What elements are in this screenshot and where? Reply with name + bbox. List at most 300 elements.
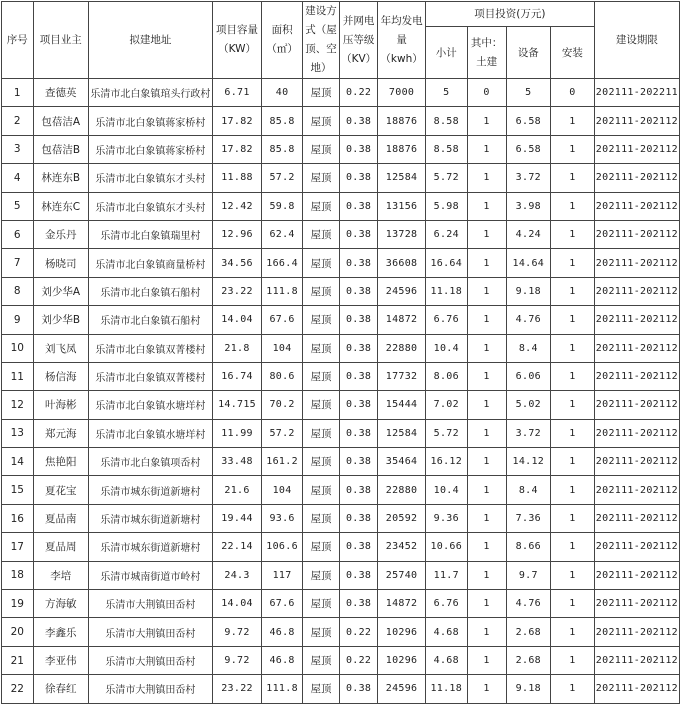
- cell-capacity: 23.22: [212, 277, 261, 305]
- cell-area: 111.8: [262, 675, 303, 703]
- cell-area: 104: [262, 334, 303, 362]
- table-row: [2, 192, 680, 220]
- cell-period: 202111-202112: [594, 164, 679, 192]
- cell-grid-voltage: 0.38: [340, 362, 378, 390]
- cell-method: 屋顶: [302, 362, 339, 390]
- cell-install: 1: [551, 192, 595, 220]
- cell-subtotal: 10.66: [426, 533, 468, 561]
- cell-annual-generation: 24596: [378, 277, 426, 305]
- cell-address: 乐清市大荆镇田岙村: [88, 646, 212, 674]
- cell-method: 屋顶: [302, 533, 339, 561]
- cell-install: 1: [551, 533, 595, 561]
- header-grid-voltage: 并网电压等级（KV）: [340, 2, 378, 79]
- cell-annual-generation: 10296: [378, 618, 426, 646]
- cell-grid-voltage: 0.22: [340, 618, 378, 646]
- cell-period: 202111-202112: [594, 448, 679, 476]
- cell-civil: 1: [467, 533, 506, 561]
- cell-owner: 林连东C: [33, 192, 88, 220]
- cell-owner: 杨信海: [33, 362, 88, 390]
- cell-capacity: 23.22: [212, 675, 261, 703]
- cell-capacity: 14.04: [212, 590, 261, 618]
- table-row: [2, 79, 680, 107]
- cell-address: 乐清市北白象镇瑞里村: [88, 220, 212, 248]
- cell-period: 202111-202112: [594, 135, 679, 163]
- cell-owner: 金乐丹: [33, 220, 88, 248]
- cell-equipment: 2.68: [506, 618, 550, 646]
- cell-annual-generation: 13156: [378, 192, 426, 220]
- cell-period: 202111-202211: [594, 79, 679, 107]
- cell-period: 202111-202112: [594, 675, 679, 703]
- cell-address: 乐清市城东街道新塘村: [88, 504, 212, 532]
- cell-subtotal: 5: [426, 79, 468, 107]
- cell-install: 1: [551, 391, 595, 419]
- table-row: [2, 306, 680, 334]
- table-row: [2, 249, 680, 277]
- cell-grid-voltage: 0.38: [340, 249, 378, 277]
- cell-grid-voltage: 0.38: [340, 306, 378, 334]
- cell-address: 乐清市北白象镇蒋家桥村: [88, 107, 212, 135]
- cell-owner: 刘少华A: [33, 277, 88, 305]
- cell-seq: 15: [2, 476, 34, 504]
- cell-install: 1: [551, 476, 595, 504]
- cell-civil: 1: [467, 646, 506, 674]
- cell-owner: 林连东B: [33, 164, 88, 192]
- cell-civil: 1: [467, 561, 506, 589]
- table-row: [2, 135, 680, 163]
- cell-seq: 10: [2, 334, 34, 362]
- cell-equipment: 8.4: [506, 476, 550, 504]
- cell-annual-generation: 22880: [378, 476, 426, 504]
- cell-civil: 1: [467, 164, 506, 192]
- cell-area: 40: [262, 79, 303, 107]
- cell-method: 屋顶: [302, 334, 339, 362]
- cell-equipment: 8.66: [506, 533, 550, 561]
- cell-seq: 7: [2, 249, 34, 277]
- header-seq: 序号: [2, 2, 34, 79]
- cell-capacity: 17.82: [212, 107, 261, 135]
- header-equipment: 设备: [506, 27, 550, 79]
- cell-seq: 12: [2, 391, 34, 419]
- cell-annual-generation: 35464: [378, 448, 426, 476]
- cell-grid-voltage: 0.38: [340, 533, 378, 561]
- cell-install: 1: [551, 646, 595, 674]
- cell-area: 166.4: [262, 249, 303, 277]
- cell-annual-generation: 24596: [378, 675, 426, 703]
- cell-period: 202111-202112: [594, 391, 679, 419]
- cell-annual-generation: 22880: [378, 334, 426, 362]
- cell-area: 80.6: [262, 362, 303, 390]
- cell-area: 67.6: [262, 306, 303, 334]
- cell-method: 屋顶: [302, 79, 339, 107]
- cell-seq: 2: [2, 107, 34, 135]
- cell-capacity: 22.14: [212, 533, 261, 561]
- cell-capacity: 21.6: [212, 476, 261, 504]
- cell-grid-voltage: 0.38: [340, 107, 378, 135]
- cell-subtotal: 4.68: [426, 618, 468, 646]
- cell-owner: 方海敏: [33, 590, 88, 618]
- cell-seq: 6: [2, 220, 34, 248]
- cell-annual-generation: 13728: [378, 220, 426, 248]
- cell-equipment: 4.76: [506, 590, 550, 618]
- cell-capacity: 19.44: [212, 504, 261, 532]
- cell-method: 屋顶: [302, 277, 339, 305]
- cell-period: 202111-202112: [594, 107, 679, 135]
- cell-address: 乐清市大荆镇田岙村: [88, 675, 212, 703]
- cell-seq: 19: [2, 590, 34, 618]
- table-row: [2, 419, 680, 447]
- header-investment: 项目投资(万元): [426, 2, 595, 27]
- cell-address: 乐清市北白象镇蒋家桥村: [88, 135, 212, 163]
- cell-equipment: 3.72: [506, 419, 550, 447]
- table-row: [2, 533, 680, 561]
- cell-subtotal: 16.12: [426, 448, 468, 476]
- cell-subtotal: 8.58: [426, 135, 468, 163]
- cell-area: 46.8: [262, 618, 303, 646]
- cell-area: 57.2: [262, 164, 303, 192]
- cell-grid-voltage: 0.38: [340, 561, 378, 589]
- cell-grid-voltage: 0.38: [340, 391, 378, 419]
- cell-equipment: 3.72: [506, 164, 550, 192]
- cell-method: 屋顶: [302, 391, 339, 419]
- cell-install: 1: [551, 590, 595, 618]
- cell-grid-voltage: 0.38: [340, 419, 378, 447]
- cell-method: 屋顶: [302, 220, 339, 248]
- cell-civil: 1: [467, 391, 506, 419]
- cell-subtotal: 9.36: [426, 504, 468, 532]
- cell-address: 乐清市北白象镇石船村: [88, 277, 212, 305]
- cell-civil: 1: [467, 192, 506, 220]
- cell-civil: 0: [467, 79, 506, 107]
- cell-owner: 包蓓洁A: [33, 107, 88, 135]
- cell-subtotal: 10.4: [426, 476, 468, 504]
- cell-civil: 1: [467, 107, 506, 135]
- cell-annual-generation: 12584: [378, 164, 426, 192]
- cell-subtotal: 6.76: [426, 306, 468, 334]
- cell-address: 乐清市北白象镇双菁楼村: [88, 334, 212, 362]
- cell-address: 乐清市北白象镇琯头行政村: [88, 79, 212, 107]
- cell-subtotal: 11.7: [426, 561, 468, 589]
- cell-equipment: 5: [506, 79, 550, 107]
- cell-grid-voltage: 0.38: [340, 277, 378, 305]
- cell-equipment: 4.24: [506, 220, 550, 248]
- cell-method: 屋顶: [302, 675, 339, 703]
- cell-area: 46.8: [262, 646, 303, 674]
- cell-civil: 1: [467, 504, 506, 532]
- cell-civil: 1: [467, 249, 506, 277]
- cell-civil: 1: [467, 675, 506, 703]
- cell-civil: 1: [467, 220, 506, 248]
- cell-install: 1: [551, 675, 595, 703]
- cell-area: 161.2: [262, 448, 303, 476]
- cell-method: 屋顶: [302, 306, 339, 334]
- cell-method: 屋顶: [302, 590, 339, 618]
- header-capacity: 项目容量（KW）: [212, 2, 261, 79]
- cell-grid-voltage: 0.38: [340, 476, 378, 504]
- cell-grid-voltage: 0.38: [340, 448, 378, 476]
- cell-grid-voltage: 0.22: [340, 79, 378, 107]
- cell-subtotal: 6.24: [426, 220, 468, 248]
- cell-address: 乐清市大荆镇田岙村: [88, 590, 212, 618]
- cell-install: 1: [551, 448, 595, 476]
- cell-subtotal: 4.68: [426, 646, 468, 674]
- cell-annual-generation: 7000: [378, 79, 426, 107]
- cell-seq: 4: [2, 164, 34, 192]
- cell-address: 乐清市北白象镇石船村: [88, 306, 212, 334]
- cell-subtotal: 8.58: [426, 107, 468, 135]
- cell-civil: 1: [467, 277, 506, 305]
- cell-equipment: 2.68: [506, 646, 550, 674]
- cell-capacity: 12.96: [212, 220, 261, 248]
- cell-grid-voltage: 0.38: [340, 164, 378, 192]
- cell-owner: 包蓓洁B: [33, 135, 88, 163]
- cell-annual-generation: 14872: [378, 306, 426, 334]
- cell-equipment: 6.58: [506, 107, 550, 135]
- table-row: [2, 618, 680, 646]
- cell-capacity: 9.72: [212, 646, 261, 674]
- header-subtotal: 小计: [426, 27, 468, 79]
- table-row: [2, 675, 680, 703]
- cell-annual-generation: 36608: [378, 249, 426, 277]
- cell-period: 202111-202112: [594, 476, 679, 504]
- cell-owner: 李培: [33, 561, 88, 589]
- cell-period: 202111-202112: [594, 334, 679, 362]
- header-owner: 项目业主: [33, 2, 88, 79]
- cell-annual-generation: 20592: [378, 504, 426, 532]
- cell-capacity: 11.88: [212, 164, 261, 192]
- cell-area: 117: [262, 561, 303, 589]
- cell-period: 202111-202112: [594, 220, 679, 248]
- cell-equipment: 3.98: [506, 192, 550, 220]
- header-period: 建设期限: [594, 2, 679, 79]
- cell-subtotal: 11.18: [426, 675, 468, 703]
- cell-seq: 20: [2, 618, 34, 646]
- cell-period: 202111-202112: [594, 646, 679, 674]
- cell-period: 202111-202112: [594, 618, 679, 646]
- cell-annual-generation: 18876: [378, 135, 426, 163]
- cell-capacity: 17.82: [212, 135, 261, 163]
- cell-method: 屋顶: [302, 164, 339, 192]
- cell-install: 1: [551, 419, 595, 447]
- cell-civil: 1: [467, 334, 506, 362]
- cell-seq: 21: [2, 646, 34, 674]
- header-civil: 其中：土建: [467, 27, 506, 79]
- cell-method: 屋顶: [302, 646, 339, 674]
- cell-area: 106.6: [262, 533, 303, 561]
- cell-owner: 夏品周: [33, 533, 88, 561]
- cell-period: 202111-202112: [594, 192, 679, 220]
- cell-address: 乐清市北白象镇水塘垟村: [88, 391, 212, 419]
- header-annual-generation: 年均发电量（kwh）: [378, 2, 426, 79]
- table-row: [2, 220, 680, 248]
- cell-grid-voltage: 0.38: [340, 590, 378, 618]
- table-row: [2, 164, 680, 192]
- cell-grid-voltage: 0.38: [340, 675, 378, 703]
- cell-equipment: 14.12: [506, 448, 550, 476]
- table-row: [2, 107, 680, 135]
- cell-capacity: 14.04: [212, 306, 261, 334]
- cell-method: 屋顶: [302, 249, 339, 277]
- cell-subtotal: 16.64: [426, 249, 468, 277]
- cell-subtotal: 5.72: [426, 419, 468, 447]
- cell-address: 乐清市大荆镇田岙村: [88, 618, 212, 646]
- cell-subtotal: 11.18: [426, 277, 468, 305]
- cell-install: 1: [551, 164, 595, 192]
- table-row: [2, 504, 680, 532]
- table-row: [2, 391, 680, 419]
- project-table: [1, 1, 680, 704]
- cell-civil: 1: [467, 135, 506, 163]
- cell-annual-generation: 15444: [378, 391, 426, 419]
- cell-annual-generation: 10296: [378, 646, 426, 674]
- cell-equipment: 9.18: [506, 675, 550, 703]
- cell-install: 1: [551, 362, 595, 390]
- cell-install: 0: [551, 79, 595, 107]
- cell-period: 202111-202112: [594, 504, 679, 532]
- cell-install: 1: [551, 249, 595, 277]
- cell-install: 1: [551, 306, 595, 334]
- cell-seq: 9: [2, 306, 34, 334]
- table-header: [2, 2, 680, 79]
- cell-capacity: 33.48: [212, 448, 261, 476]
- table-row: [2, 561, 680, 589]
- cell-period: 202111-202112: [594, 249, 679, 277]
- cell-address: 乐清市北白象镇项岙村: [88, 448, 212, 476]
- cell-area: 62.4: [262, 220, 303, 248]
- cell-period: 202111-202112: [594, 362, 679, 390]
- cell-owner: 刘飞凤: [33, 334, 88, 362]
- cell-owner: 徐春红: [33, 675, 88, 703]
- cell-owner: 郑元海: [33, 419, 88, 447]
- cell-equipment: 9.7: [506, 561, 550, 589]
- cell-install: 1: [551, 135, 595, 163]
- cell-install: 1: [551, 504, 595, 532]
- cell-period: 202111-202112: [594, 419, 679, 447]
- cell-period: 202111-202112: [594, 533, 679, 561]
- cell-capacity: 12.42: [212, 192, 261, 220]
- cell-capacity: 6.71: [212, 79, 261, 107]
- cell-capacity: 24.3: [212, 561, 261, 589]
- cell-seq: 22: [2, 675, 34, 703]
- cell-owner: 查德英: [33, 79, 88, 107]
- cell-method: 屋顶: [302, 419, 339, 447]
- cell-owner: 李亚伟: [33, 646, 88, 674]
- cell-method: 屋顶: [302, 618, 339, 646]
- cell-annual-generation: 18876: [378, 107, 426, 135]
- cell-period: 202111-202112: [594, 561, 679, 589]
- cell-civil: 1: [467, 590, 506, 618]
- cell-method: 屋顶: [302, 504, 339, 532]
- cell-area: 111.8: [262, 277, 303, 305]
- cell-method: 屋顶: [302, 448, 339, 476]
- cell-method: 屋顶: [302, 135, 339, 163]
- cell-equipment: 6.06: [506, 362, 550, 390]
- cell-address: 乐清市北白象镇商量桥村: [88, 249, 212, 277]
- cell-equipment: 8.4: [506, 334, 550, 362]
- cell-area: 59.8: [262, 192, 303, 220]
- cell-grid-voltage: 0.38: [340, 334, 378, 362]
- cell-civil: 1: [467, 476, 506, 504]
- cell-seq: 1: [2, 79, 34, 107]
- cell-subtotal: 10.4: [426, 334, 468, 362]
- cell-annual-generation: 23452: [378, 533, 426, 561]
- cell-method: 屋顶: [302, 192, 339, 220]
- cell-civil: 1: [467, 306, 506, 334]
- cell-equipment: 7.36: [506, 504, 550, 532]
- header-method: 建设方式（屋顶、空地）: [302, 2, 339, 79]
- cell-civil: 1: [467, 362, 506, 390]
- cell-method: 屋顶: [302, 476, 339, 504]
- table-row: [2, 334, 680, 362]
- cell-seq: 18: [2, 561, 34, 589]
- cell-area: 67.6: [262, 590, 303, 618]
- cell-install: 1: [551, 561, 595, 589]
- cell-owner: 叶海彬: [33, 391, 88, 419]
- cell-owner: 夏花宝: [33, 476, 88, 504]
- header-address: 拟建地址: [88, 2, 212, 79]
- cell-owner: 杨晓司: [33, 249, 88, 277]
- cell-grid-voltage: 0.38: [340, 220, 378, 248]
- cell-subtotal: 7.02: [426, 391, 468, 419]
- cell-owner: 李鑫乐: [33, 618, 88, 646]
- cell-method: 屋顶: [302, 561, 339, 589]
- cell-civil: 1: [467, 618, 506, 646]
- table-body: [2, 79, 680, 704]
- cell-grid-voltage: 0.38: [340, 504, 378, 532]
- cell-annual-generation: 17732: [378, 362, 426, 390]
- table-row: [2, 646, 680, 674]
- cell-seq: 13: [2, 419, 34, 447]
- cell-period: 202111-202112: [594, 590, 679, 618]
- cell-subtotal: 5.98: [426, 192, 468, 220]
- cell-civil: 1: [467, 419, 506, 447]
- cell-seq: 16: [2, 504, 34, 532]
- cell-equipment: 5.02: [506, 391, 550, 419]
- cell-owner: 刘少华B: [33, 306, 88, 334]
- cell-period: 202111-202112: [594, 277, 679, 305]
- table-row: [2, 590, 680, 618]
- cell-civil: 1: [467, 448, 506, 476]
- cell-address: 乐清市北白象镇东才头村: [88, 164, 212, 192]
- table-row: [2, 362, 680, 390]
- cell-address: 乐清市北白象镇双菁楼村: [88, 362, 212, 390]
- cell-capacity: 9.72: [212, 618, 261, 646]
- cell-area: 93.6: [262, 504, 303, 532]
- cell-area: 85.8: [262, 135, 303, 163]
- table-row: [2, 277, 680, 305]
- cell-method: 屋顶: [302, 107, 339, 135]
- cell-install: 1: [551, 334, 595, 362]
- cell-area: 57.2: [262, 419, 303, 447]
- cell-owner: 焦艳阳: [33, 448, 88, 476]
- cell-area: 104: [262, 476, 303, 504]
- table-row: [2, 476, 680, 504]
- cell-equipment: 4.76: [506, 306, 550, 334]
- cell-subtotal: 5.72: [426, 164, 468, 192]
- cell-address: 乐清市城东街道新塘村: [88, 533, 212, 561]
- cell-seq: 8: [2, 277, 34, 305]
- cell-capacity: 11.99: [212, 419, 261, 447]
- cell-annual-generation: 12584: [378, 419, 426, 447]
- cell-equipment: 14.64: [506, 249, 550, 277]
- cell-install: 1: [551, 220, 595, 248]
- cell-address: 乐清市城东街道新塘村: [88, 476, 212, 504]
- cell-seq: 5: [2, 192, 34, 220]
- cell-area: 85.8: [262, 107, 303, 135]
- cell-address: 乐清市城南街道市岭村: [88, 561, 212, 589]
- header-area: 面积（㎡）: [262, 2, 303, 79]
- cell-seq: 14: [2, 448, 34, 476]
- cell-equipment: 6.58: [506, 135, 550, 163]
